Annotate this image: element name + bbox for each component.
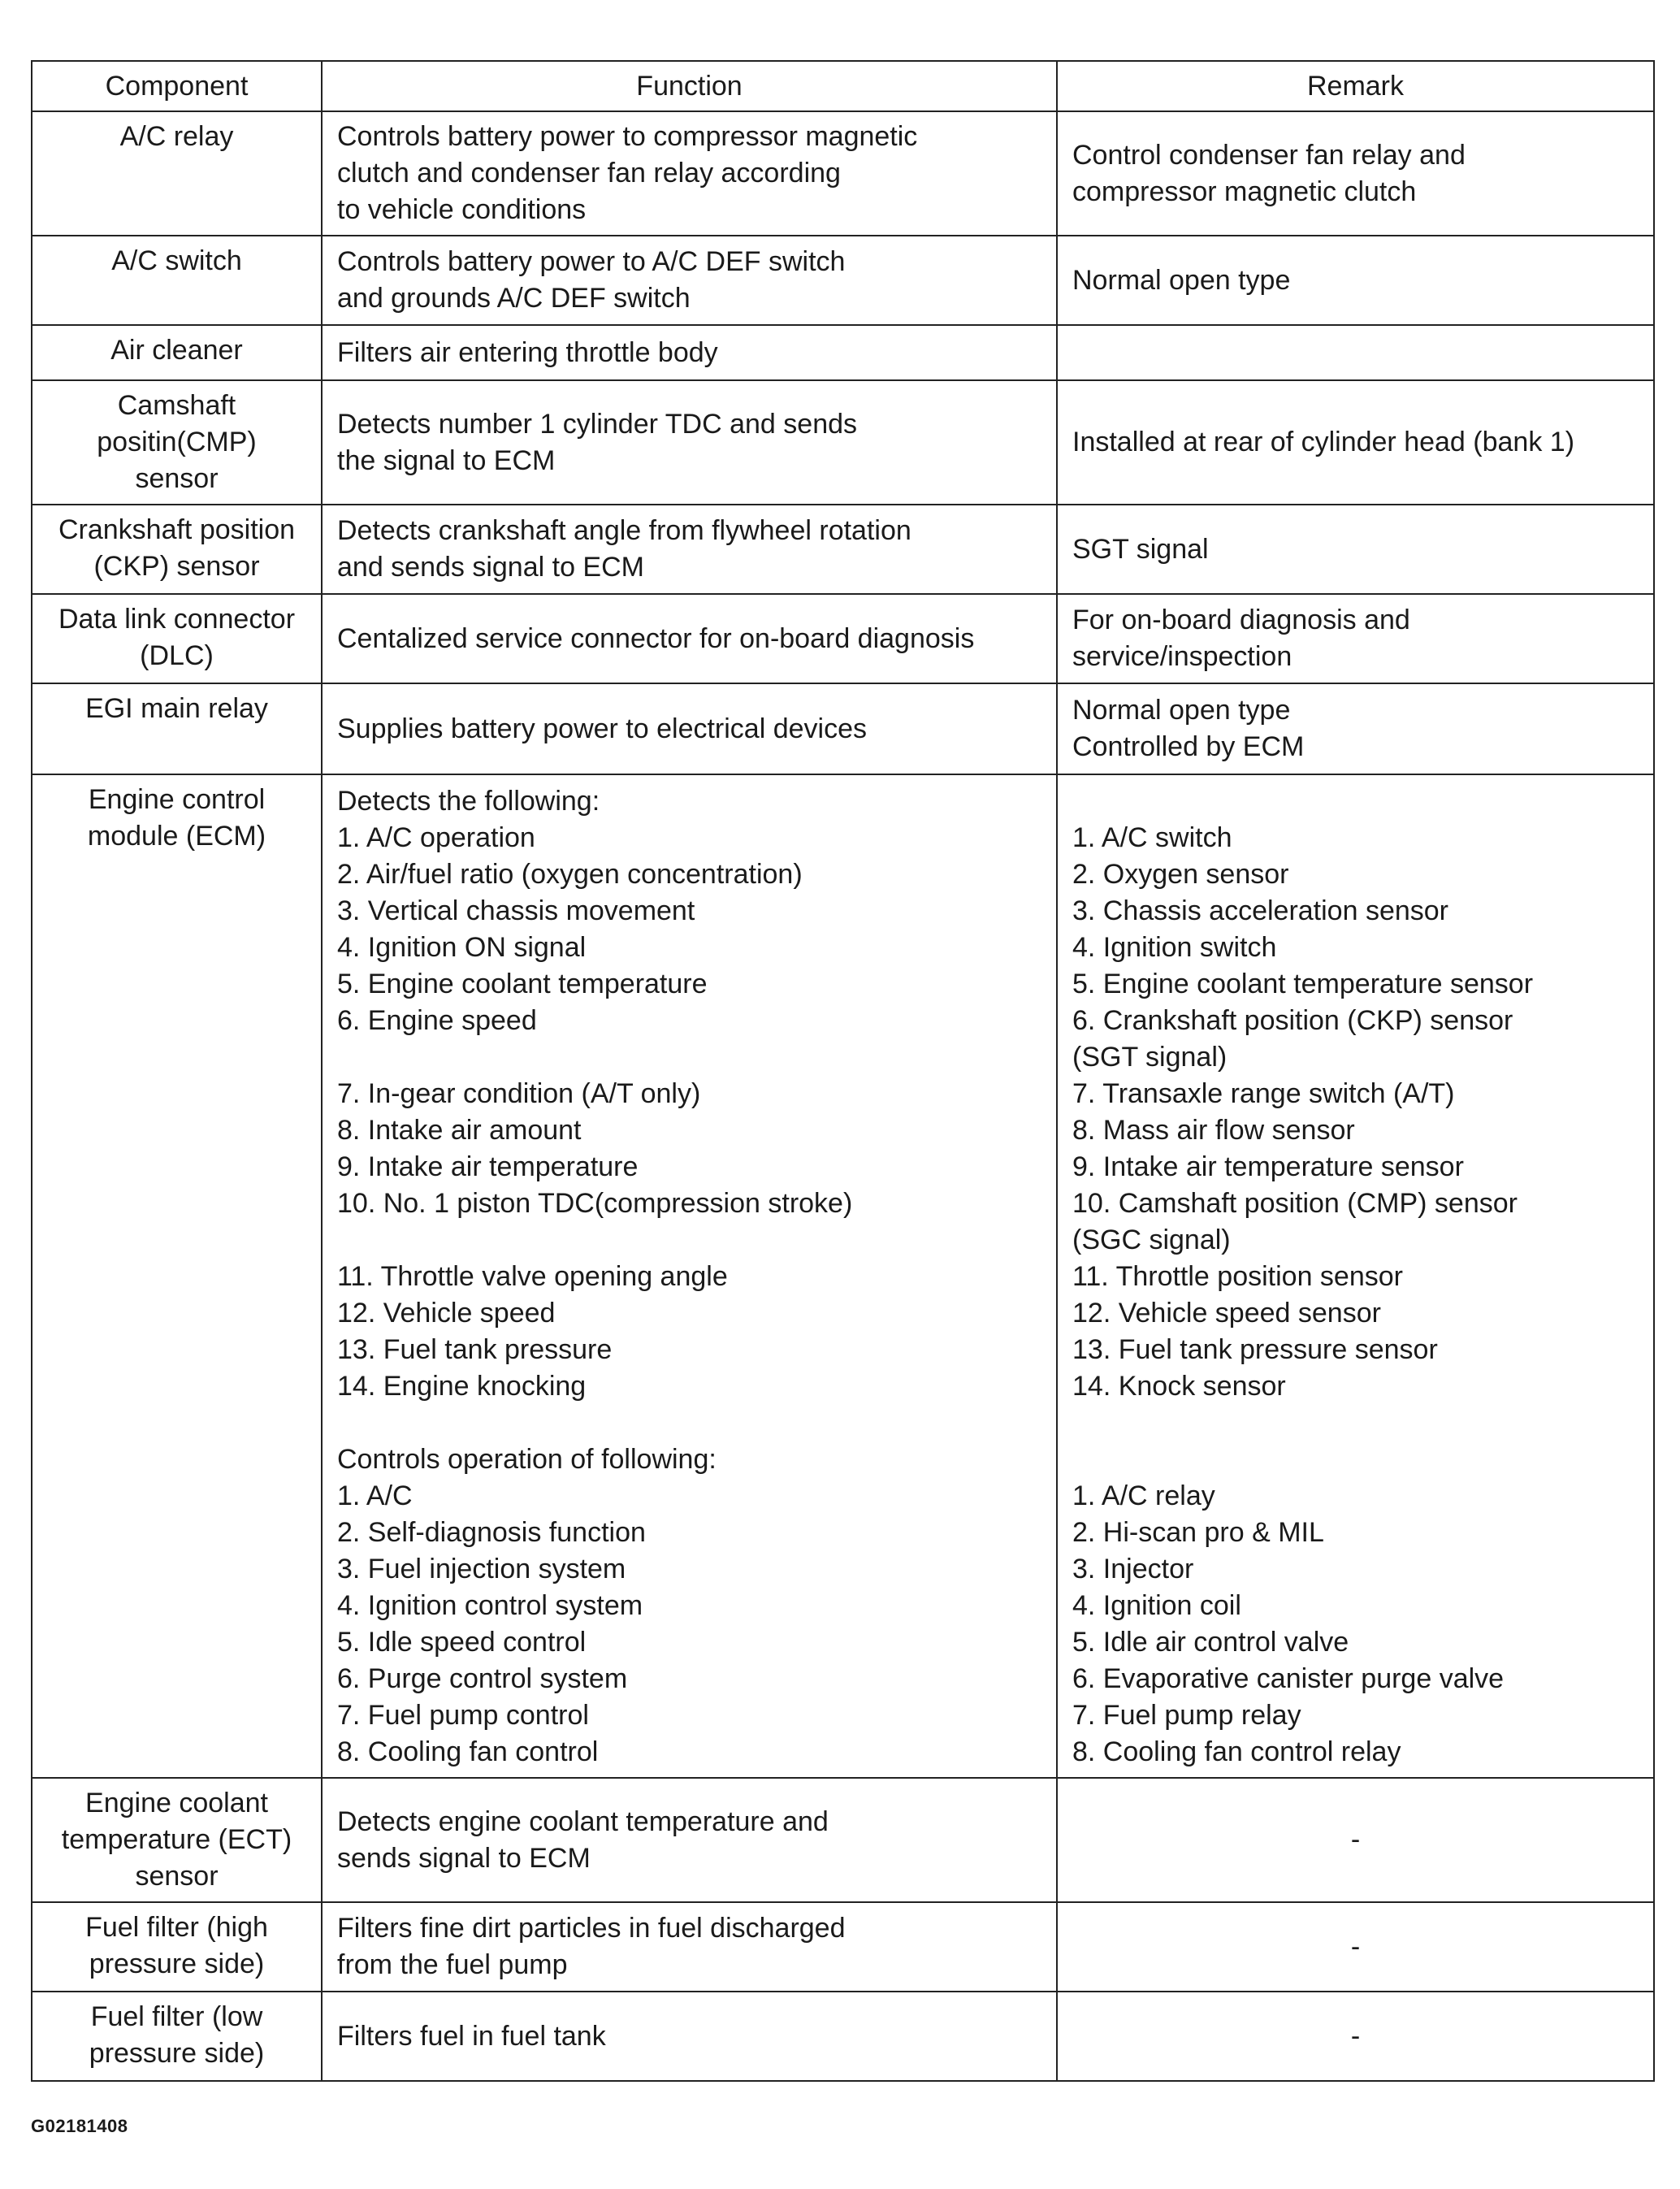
cell-line: 10. Camshaft position (CMP) sensor [1072, 1188, 1518, 1219]
cell-line: 4. Ignition ON signal [337, 932, 587, 963]
header-row [32, 61, 1654, 111]
cell-line: Engine coolant [85, 1788, 268, 1818]
remark-cell [1057, 683, 1654, 774]
cell-line [1072, 1405, 1639, 1441]
cell-line: Supplies battery power to electrical devices [337, 713, 867, 744]
function-cell [322, 325, 1057, 380]
cell-line: 13. Fuel tank pressure [337, 1334, 613, 1365]
component-cell [32, 1992, 322, 2081]
cell-line: Detects the following: [337, 786, 600, 817]
cell-line: 10. No. 1 piston TDC(compression stroke) [337, 1188, 853, 1219]
table-row [32, 380, 1654, 505]
cell-line: 9. Intake air temperature [337, 1151, 639, 1182]
table-row [32, 1778, 1654, 1902]
cell-line: 6. Evaporative canister purge valve [1072, 1663, 1505, 1694]
cell-line [1072, 783, 1639, 820]
cell-line: 11. Throttle valve opening angle [337, 1261, 728, 1292]
figure-id: G02181408 [31, 2116, 128, 2136]
remark-cell [1057, 594, 1654, 683]
remark-cell [1057, 1992, 1654, 2081]
cell-line: sensor [135, 1861, 219, 1892]
cell-line: 12. Vehicle speed sensor [1072, 1298, 1381, 1329]
cell-line: 3. Chassis acceleration sensor [1072, 895, 1449, 926]
cell-line: 8. Mass air flow sensor [1072, 1115, 1355, 1146]
function-cell [322, 594, 1057, 683]
remark-cell [1057, 774, 1654, 1778]
cell-line: Air cleaner [110, 335, 243, 366]
cell-line: 5. Idle air control valve [1072, 1627, 1349, 1658]
cell-line: service/inspection [1072, 641, 1292, 672]
cell-line: Normal open type [1072, 264, 1291, 296]
cell-line: 1. A/C switch [1072, 822, 1232, 853]
cell-line: 6. Engine speed [337, 1005, 537, 1036]
cell-line: Centalized service connector for on-board diagnosis [337, 622, 975, 654]
table-row [32, 1992, 1654, 2081]
cell-line: (DLC) [140, 640, 214, 671]
cell-line: 13. Fuel tank pressure sensor [1072, 1334, 1438, 1365]
cell-line [337, 1222, 1041, 1259]
component-cell [32, 505, 322, 594]
cell-line: Filters fine dirt particles in fuel discharged [337, 1913, 846, 1944]
cell-line: to vehicle conditions [337, 194, 587, 225]
cell-line: - [1350, 2020, 1361, 2052]
function-cell [322, 683, 1057, 774]
cell-line: 1. A/C operation [337, 822, 535, 853]
cell-line: from the fuel pump [337, 1949, 568, 1980]
cell-line: 11. Throttle position sensor [1072, 1261, 1403, 1292]
cell-line: 8. Cooling fan control relay [1072, 1736, 1401, 1767]
cell-line: the signal to ECM [337, 444, 556, 476]
table-row-ecm [32, 774, 1654, 1778]
cell-line: 2. Air/fuel ratio (oxygen concentration) [337, 859, 803, 890]
function-cell [322, 111, 1057, 236]
cell-line: 9. Intake air temperature sensor [1072, 1151, 1464, 1182]
cell-line: Installed at rear of cylinder head (bank 1) [1072, 427, 1575, 457]
cell-line: 12. Vehicle speed [337, 1298, 556, 1329]
function-cell [322, 1778, 1057, 1902]
component-cell [32, 325, 322, 380]
cell-line: 7. Fuel pump relay [1072, 1700, 1301, 1731]
cell-line [1072, 1441, 1639, 1478]
cell-line: Control condenser fan relay and [1072, 139, 1466, 171]
cell-line [337, 1039, 1041, 1076]
cell-line: - [1350, 1931, 1361, 1962]
cell-line: 3. Fuel injection system [337, 1554, 626, 1584]
cell-line: Detects engine coolant temperature and [337, 1805, 829, 1837]
cell-line: Controls battery power to compressor magnetic [337, 121, 918, 152]
cell-line: 6. Purge control system [337, 1663, 628, 1694]
cell-line: 5. Idle speed control [337, 1627, 587, 1658]
component-cell [32, 683, 322, 774]
function-cell [322, 1992, 1057, 2081]
cell-line [337, 1405, 1041, 1441]
cell-line: 1. A/C relay [1072, 1480, 1215, 1511]
cell-line: 7. In-gear condition (A/T only) [337, 1078, 701, 1109]
cell-line: For on-board diagnosis and [1072, 605, 1410, 635]
cell-line: pressure side) [89, 1948, 265, 1979]
cell-line: 3. Injector [1072, 1554, 1194, 1584]
cell-line: 4. Ignition coil [1072, 1590, 1241, 1621]
remark-cell [1057, 1778, 1654, 1902]
cell-line: 2. Oxygen sensor [1072, 859, 1289, 890]
cell-line: Data link connector [58, 604, 296, 635]
cell-line: 4. Ignition switch [1072, 932, 1277, 963]
cell-line: Filters air entering throttle body [337, 336, 718, 368]
cell-line: A/C switch [111, 245, 242, 276]
cell-line: sends signal to ECM [337, 1842, 591, 1874]
cell-line: Fuel filter (high [85, 1912, 268, 1943]
cell-line: 8. Cooling fan control [337, 1736, 599, 1767]
cell-line: (SGC signal) [1072, 1225, 1231, 1255]
cell-line: 8. Intake air amount [337, 1115, 582, 1146]
cell-line: A/C relay [119, 121, 234, 152]
cell-line: Camshaft [117, 390, 236, 421]
cell-line: Controls operation of following: [337, 1444, 717, 1475]
cell-line: 14. Engine knocking [337, 1371, 587, 1402]
cell-line: 5. Engine coolant temperature sensor [1072, 969, 1534, 999]
cell-line: Crankshaft position [58, 514, 296, 545]
table-row [32, 325, 1654, 380]
cell-line: and grounds A/C DEF switch [337, 283, 691, 314]
cell-line: Filters fuel in fuel tank [337, 2020, 606, 2052]
cell-line: SGT signal [1072, 533, 1209, 565]
component-cell [32, 594, 322, 683]
cell-line: - [1350, 1824, 1361, 1855]
cell-line: Controlled by ECM [1072, 731, 1305, 762]
cell-line: positin(CMP) [97, 427, 257, 457]
cell-line: 1. A/C [337, 1480, 413, 1511]
component-cell [32, 774, 322, 1778]
table-row [32, 594, 1654, 683]
cell-line: 7. Transaxle range switch (A/T) [1072, 1078, 1455, 1109]
cell-line: pressure side) [89, 2038, 265, 2069]
table-row [32, 111, 1654, 236]
cell-line: clutch and condenser fan relay according [337, 158, 841, 189]
cell-line: Controls battery power to A/C DEF switch [337, 246, 846, 277]
cell-line: 7. Fuel pump control [337, 1700, 589, 1731]
cell-line: (CKP) sensor [93, 551, 260, 582]
function-cell [322, 1902, 1057, 1992]
cell-line: 2. Hi-scan pro & MIL [1072, 1517, 1324, 1548]
cell-line: EGI main relay [85, 693, 268, 724]
cell-line: Detects number 1 cylinder TDC and sends [337, 408, 858, 440]
cell-line: Detects crankshaft angle from flywheel rotation [337, 515, 911, 546]
cell-line: 2. Self-diagnosis function [337, 1517, 646, 1548]
cell-line: 3. Vertical chassis movement [337, 895, 695, 926]
function-cell [322, 236, 1057, 325]
component-cell [32, 111, 322, 236]
cell-line: Engine control [88, 784, 266, 815]
cell-line: (SGT signal) [1072, 1042, 1228, 1073]
function-cell [322, 505, 1057, 594]
cell-line: and sends signal to ECM [337, 552, 644, 583]
cell-line: 14. Knock sensor [1072, 1371, 1286, 1402]
component-cell [32, 380, 322, 505]
cell-line: Fuel filter (low [90, 2001, 263, 2032]
component-function-table [31, 60, 1655, 2082]
remark-cell [1057, 236, 1654, 325]
table-row [32, 683, 1654, 774]
cell-line: compressor magnetic clutch [1072, 176, 1417, 207]
component-cell [32, 236, 322, 325]
function-cell [322, 774, 1057, 1778]
table-row [32, 236, 1654, 325]
column-header-function: Function [322, 61, 1057, 111]
remark-cell [1057, 505, 1654, 594]
table-row [32, 505, 1654, 594]
table-body [32, 111, 1654, 2081]
cell-line: module (ECM) [87, 821, 266, 852]
column-header-component: Component [32, 61, 322, 111]
cell-line: 4. Ignition control system [337, 1590, 643, 1621]
component-cell [32, 1902, 322, 1992]
table-row [32, 1902, 1654, 1992]
cell-line: 6. Crankshaft position (CKP) sensor [1072, 1005, 1513, 1036]
column-header-remark: Remark [1057, 61, 1654, 111]
remark-cell [1057, 111, 1654, 236]
cell-line: temperature (ECT) [61, 1824, 292, 1855]
cell-line: Normal open type [1072, 695, 1291, 726]
component-cell [32, 1778, 322, 1902]
remark-cell [1057, 380, 1654, 505]
cell-line: sensor [135, 463, 219, 494]
remark-cell [1057, 325, 1654, 380]
remark-cell [1057, 1902, 1654, 1992]
cell-line: 5. Engine coolant temperature [337, 969, 708, 999]
function-cell [322, 380, 1057, 505]
